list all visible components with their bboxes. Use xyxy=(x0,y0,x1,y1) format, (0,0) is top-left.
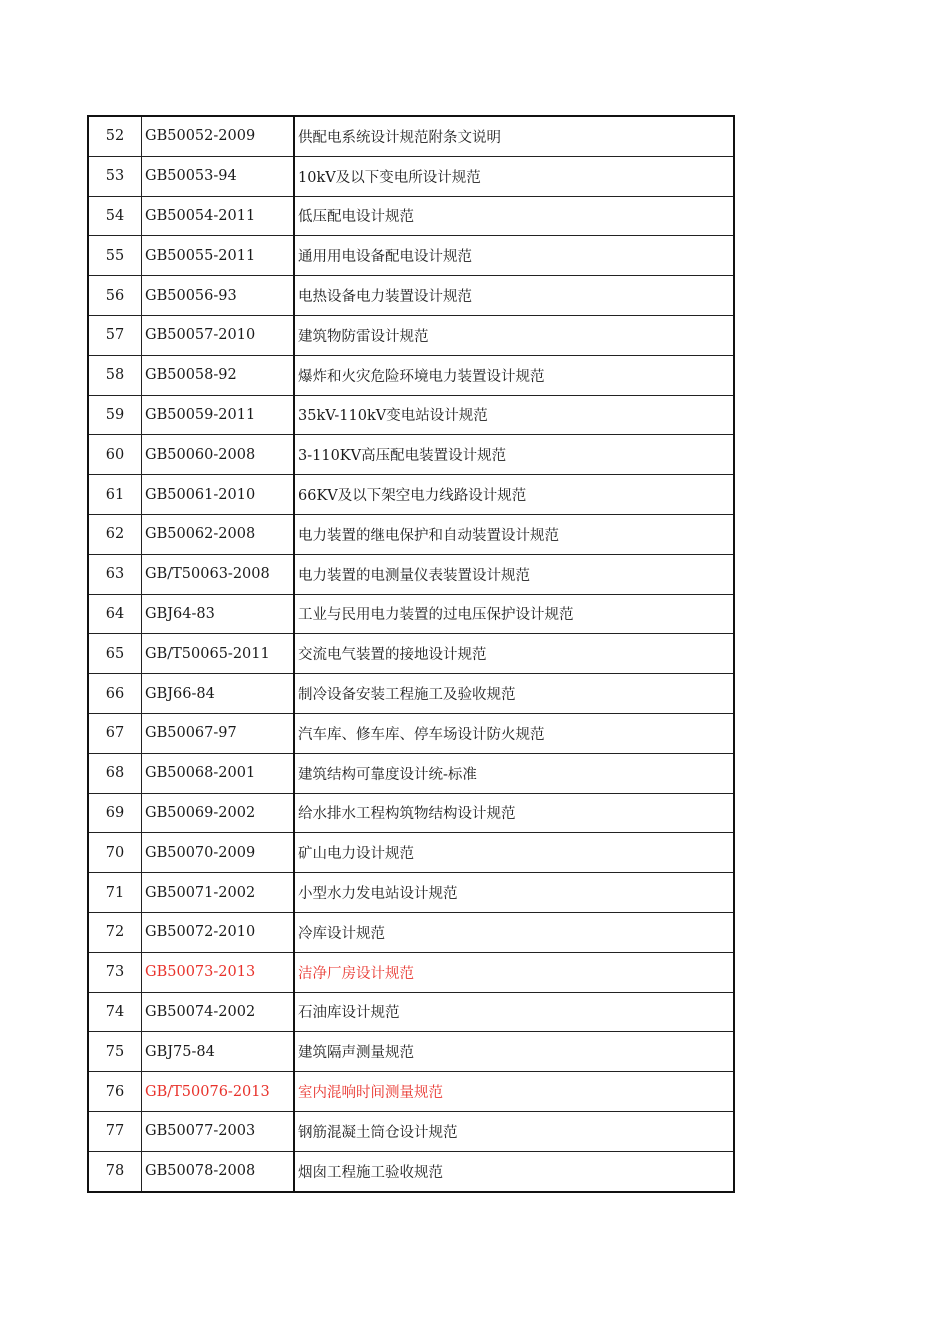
table-row xyxy=(88,952,734,992)
standard-name: 通用用电设备配电设计规范 xyxy=(294,236,734,276)
table-row xyxy=(88,276,734,316)
row-number: 75 xyxy=(88,1032,142,1072)
standard-code: GB50056-93 xyxy=(142,276,295,316)
row-number: 68 xyxy=(88,753,142,793)
row-number: 71 xyxy=(88,873,142,913)
table-row xyxy=(88,674,734,714)
row-number: 63 xyxy=(88,554,142,594)
standard-name: 电热设备电力装置设计规范 xyxy=(294,276,734,316)
standard-code: GBJ66-84 xyxy=(142,674,295,714)
standard-name: 建筑结构可靠度设计统-标准 xyxy=(294,753,734,793)
standard-code: GB50071-2002 xyxy=(142,873,295,913)
table-row xyxy=(88,435,734,475)
table-row xyxy=(88,1072,734,1112)
standard-code: GB50072-2010 xyxy=(142,912,295,952)
table-body xyxy=(88,116,734,1192)
standard-name: 10kV及以下变电所设计规范 xyxy=(294,156,734,196)
row-number: 54 xyxy=(88,196,142,236)
standard-name: 钢筋混凝土筒仓设计规范 xyxy=(294,1111,734,1151)
standards-table xyxy=(87,115,735,1193)
standard-code: GB50053-94 xyxy=(142,156,295,196)
standard-name: 制冷设备安装工程施工及验收规范 xyxy=(294,674,734,714)
table-row xyxy=(88,196,734,236)
standard-code: GB/T50063-2008 xyxy=(142,554,295,594)
table-row xyxy=(88,156,734,196)
standard-code: GB/T50076-2013 xyxy=(142,1072,295,1112)
table-row xyxy=(88,116,734,156)
standard-code: GBJ75-84 xyxy=(142,1032,295,1072)
row-number: 77 xyxy=(88,1111,142,1151)
row-number: 56 xyxy=(88,276,142,316)
row-number: 78 xyxy=(88,1151,142,1191)
standard-name: 工业与民用电力装置的过电压保护设计规范 xyxy=(294,594,734,634)
row-number: 72 xyxy=(88,912,142,952)
standard-name: 35kV-110kV变电站设计规范 xyxy=(294,395,734,435)
table-row xyxy=(88,315,734,355)
table-row xyxy=(88,514,734,554)
row-number: 73 xyxy=(88,952,142,992)
table-row xyxy=(88,554,734,594)
standard-code: GB50059-2011 xyxy=(142,395,295,435)
standard-code: GB50057-2010 xyxy=(142,315,295,355)
row-number: 60 xyxy=(88,435,142,475)
standard-code: GB50058-92 xyxy=(142,355,295,395)
standard-name: 建筑物防雷设计规范 xyxy=(294,315,734,355)
standard-name: 低压配电设计规范 xyxy=(294,196,734,236)
standard-code: GB50077-2003 xyxy=(142,1111,295,1151)
row-number: 67 xyxy=(88,713,142,753)
standard-code: GB50070-2009 xyxy=(142,833,295,873)
standard-name: 3-110KV高压配电装置设计规范 xyxy=(294,435,734,475)
row-number: 64 xyxy=(88,594,142,634)
standard-code: GB50062-2008 xyxy=(142,514,295,554)
row-number: 59 xyxy=(88,395,142,435)
table-row xyxy=(88,753,734,793)
table-row xyxy=(88,992,734,1032)
table-row xyxy=(88,833,734,873)
standard-name: 电力装置的电测量仪表装置设计规范 xyxy=(294,554,734,594)
standard-code: GB/T50065-2011 xyxy=(142,634,295,674)
table-row xyxy=(88,793,734,833)
standard-name: 66KV及以下架空电力线路设计规范 xyxy=(294,475,734,515)
standard-code: GB50060-2008 xyxy=(142,435,295,475)
standard-name: 电力装置的继电保护和自动装置设计规范 xyxy=(294,514,734,554)
table-row xyxy=(88,1151,734,1191)
standards-sheet xyxy=(87,115,735,1193)
standard-name: 冷库设计规范 xyxy=(294,912,734,952)
standard-code: GB50078-2008 xyxy=(142,1151,295,1191)
standard-code: GB50067-97 xyxy=(142,713,295,753)
table-row xyxy=(88,1032,734,1072)
standard-code: GB50068-2001 xyxy=(142,753,295,793)
row-number: 76 xyxy=(88,1072,142,1112)
standard-name: 室内混响时间测量规范 xyxy=(294,1072,734,1112)
standard-name: 建筑隔声测量规范 xyxy=(294,1032,734,1072)
row-number: 53 xyxy=(88,156,142,196)
standard-code: GB50055-2011 xyxy=(142,236,295,276)
table-row xyxy=(88,236,734,276)
table-row xyxy=(88,912,734,952)
standard-code: GBJ64-83 xyxy=(142,594,295,634)
row-number: 70 xyxy=(88,833,142,873)
row-number: 57 xyxy=(88,315,142,355)
standard-name: 交流电气装置的接地设计规范 xyxy=(294,634,734,674)
standard-name: 矿山电力设计规范 xyxy=(294,833,734,873)
table-row xyxy=(88,1111,734,1151)
standard-code: GB50054-2011 xyxy=(142,196,295,236)
table-row xyxy=(88,475,734,515)
row-number: 69 xyxy=(88,793,142,833)
row-number: 65 xyxy=(88,634,142,674)
table-row xyxy=(88,634,734,674)
table-row xyxy=(88,395,734,435)
row-number: 52 xyxy=(88,116,142,156)
row-number: 61 xyxy=(88,475,142,515)
standard-name: 供配电系统设计规范附条文说明 xyxy=(294,116,734,156)
row-number: 74 xyxy=(88,992,142,1032)
standard-name: 石油库设计规范 xyxy=(294,992,734,1032)
standard-code: GB50069-2002 xyxy=(142,793,295,833)
standard-name: 烟囱工程施工验收规范 xyxy=(294,1151,734,1191)
standard-name: 小型水力发电站设计规范 xyxy=(294,873,734,913)
standard-code: GB50073-2013 xyxy=(142,952,295,992)
standard-name: 汽车库、修车库、停车场设计防火规范 xyxy=(294,713,734,753)
row-number: 58 xyxy=(88,355,142,395)
standard-name: 洁净厂房设计规范 xyxy=(294,952,734,992)
table-row xyxy=(88,873,734,913)
row-number: 62 xyxy=(88,514,142,554)
row-number: 66 xyxy=(88,674,142,714)
row-number: 55 xyxy=(88,236,142,276)
standard-code: GB50052-2009 xyxy=(142,116,295,156)
standard-code: GB50074-2002 xyxy=(142,992,295,1032)
standard-name: 给水排水工程构筑物结构设计规范 xyxy=(294,793,734,833)
standard-code: GB50061-2010 xyxy=(142,475,295,515)
table-row xyxy=(88,713,734,753)
table-row xyxy=(88,594,734,634)
standard-name: 爆炸和火灾危险环境电力装置设计规范 xyxy=(294,355,734,395)
table-row xyxy=(88,355,734,395)
